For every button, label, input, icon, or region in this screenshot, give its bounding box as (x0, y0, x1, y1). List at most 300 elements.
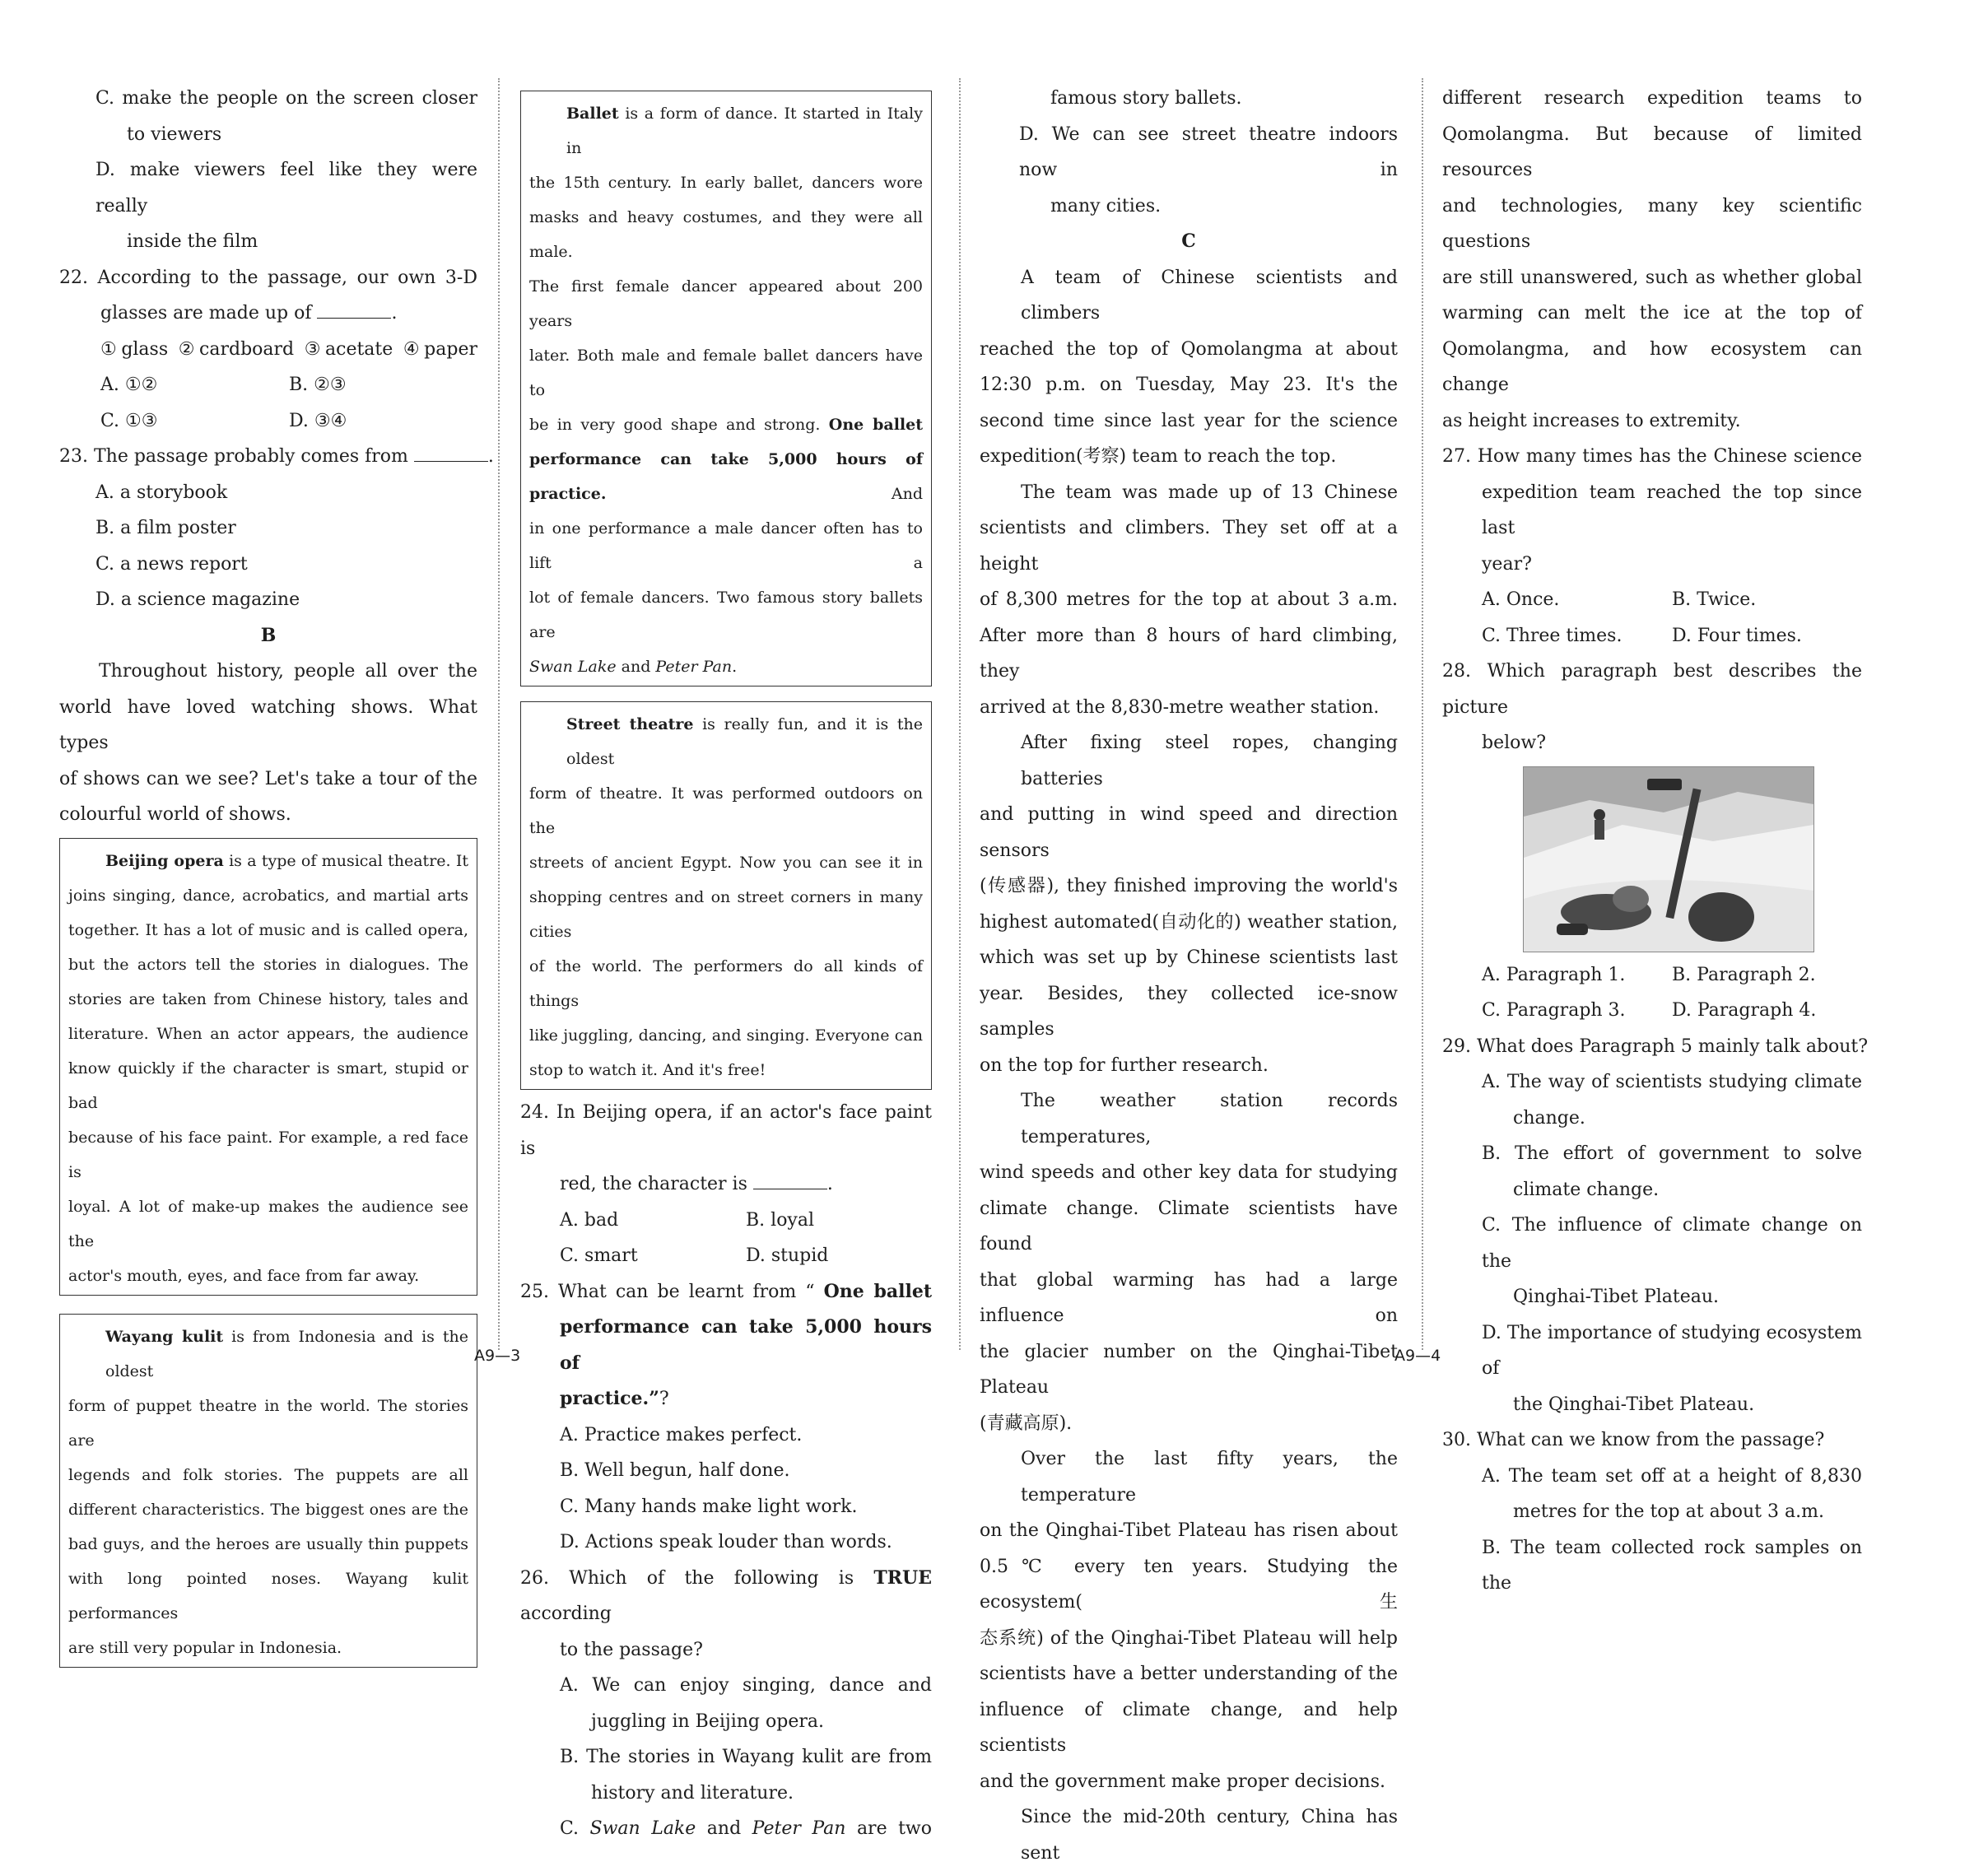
option-right: B. ②③ (289, 375, 347, 395)
text-line (980, 1441, 1398, 1513)
option-left: A. Once. (1482, 589, 1560, 610)
text-line (520, 1238, 932, 1274)
text-run: C. a news report (95, 553, 248, 575)
text-run: streets of ancient Egypt. Now you can see it in (529, 854, 923, 872)
option-left: C. smart (560, 1245, 638, 1266)
text-run: Over the last fifty years, the temperature (1021, 1449, 1398, 1506)
text-line (529, 707, 923, 776)
text-line (980, 725, 1398, 797)
text-run: B. Well begun, half done. (560, 1460, 790, 1481)
text-line (59, 152, 477, 224)
text-line (1442, 618, 1862, 654)
column-3 (980, 81, 1398, 1871)
text-line (980, 1155, 1398, 1191)
text-run: according (520, 1603, 612, 1624)
text-line (68, 1492, 468, 1527)
text-line (68, 1189, 468, 1259)
text-run: colourful world of shows. (59, 804, 291, 825)
text-run: 28. Which paragraph best describes the picture (1442, 661, 1862, 718)
text-line (980, 940, 1398, 976)
text-line: 23. The passage probably comes from . (59, 446, 494, 467)
text-run: form of theatre. It was performed outdoors on the (529, 784, 923, 837)
text-line (980, 1048, 1398, 1084)
text-line (980, 260, 1398, 332)
text-line (1442, 260, 1862, 296)
text-line (1442, 1064, 1862, 1101)
text-run: as height increases to extremity. (1442, 410, 1741, 431)
c2-questions (520, 1095, 932, 1847)
text-run: warming can melt the ice at the top of (1442, 303, 1862, 323)
c1-top (59, 81, 494, 833)
text-run: loyal. A lot of make-up makes the audience see the (68, 1197, 468, 1250)
column-4 (1442, 81, 1869, 1602)
text-run: ? (659, 1389, 669, 1409)
text-run: because of his face paint. For example, a red face is (68, 1128, 468, 1181)
text-line (980, 439, 1398, 475)
text-run: After more than 8 hours of hard climbing, they (980, 625, 1398, 682)
answer-blank (317, 301, 391, 319)
text-run: A. The team set off at a height of 8,830 (1482, 1465, 1862, 1487)
text-run: A. The way of scientists studying climate (1482, 1072, 1862, 1092)
text-line (520, 1274, 932, 1310)
text-run: is a form of dance. It started in Italy in (566, 105, 923, 157)
text-line (68, 1319, 468, 1389)
text-line (1442, 1136, 1862, 1172)
column-2 (520, 81, 932, 1847)
italic-run: Peter Pan (752, 1818, 846, 1839)
text-line (1442, 582, 1862, 618)
text-run: famous story ballets. (1050, 88, 1242, 109)
c4-questions (1442, 957, 1869, 1602)
text-line (59, 547, 477, 583)
bold-run: Wayang kulit (105, 1327, 224, 1346)
text-run: juggling in Beijing opera. (591, 1710, 824, 1732)
text-run: masks and heavy costumes, and they were all male. (529, 208, 923, 261)
option-right: B. Twice. (1672, 589, 1757, 610)
text-run: A. We can enjoy singing, dance and (560, 1675, 932, 1696)
text-line (1442, 654, 1862, 725)
text-line (68, 1527, 468, 1561)
text-run: and putting in wind speed and direction sensors (980, 804, 1398, 861)
text-run: A. Practice makes perfect. (560, 1424, 803, 1445)
text-run: A. a storybook (95, 482, 228, 503)
text-run: climate change. (1513, 1179, 1660, 1200)
text-line (980, 224, 1398, 260)
text-run: influence of climate change, and help scientists (980, 1699, 1398, 1756)
text-line (980, 1799, 1398, 1871)
text-line (1442, 403, 1862, 440)
ballet-box (520, 91, 932, 686)
text-run: later. Both male and female ballet dancers have to (529, 347, 923, 399)
text-run: together. It has a lot of music and is called opera, (68, 920, 468, 939)
text-line (520, 1668, 932, 1704)
italic-run: Peter Pan (655, 658, 733, 676)
text-line (980, 868, 1398, 905)
text-line (1442, 1208, 1862, 1279)
text-line (1442, 547, 1862, 583)
text-line (68, 1458, 468, 1492)
text-line (1442, 1101, 1862, 1137)
text-run: change. (1513, 1107, 1585, 1129)
text-line (529, 511, 923, 580)
text-line (980, 1263, 1398, 1334)
text-run: are two (845, 1818, 932, 1839)
text-run: second time since last year for the science (980, 410, 1398, 431)
text-line (529, 649, 923, 684)
text-run: joins singing, dance, acrobatics, and martial arts (68, 886, 468, 905)
text-line (980, 332, 1398, 368)
text-run: shopping centres and on street corners in many cities (529, 888, 923, 941)
text-line (59, 582, 477, 618)
text-line (59, 654, 477, 690)
text-line (980, 1334, 1398, 1406)
column-divider (1422, 78, 1423, 1350)
text-run: bad guys, and the heroes are usually thin puppets (68, 1534, 468, 1553)
text-run: The first female dancer appeared about 200 years (529, 277, 923, 330)
text-run: (青藏高原). (980, 1413, 1073, 1434)
text-line (980, 905, 1398, 941)
text-run: And (606, 485, 923, 503)
text-run: lot of female dancers. Two famous story ballets are (529, 589, 923, 641)
text-line (520, 1632, 932, 1669)
text-run: are still very popular in Indonesia. (68, 1638, 342, 1657)
text-run: different characteristics. The biggest ones are the (68, 1500, 468, 1519)
text-line (68, 913, 468, 947)
text-line (980, 797, 1398, 868)
text-line (520, 1453, 932, 1489)
text-run: like juggling, dancing, and singing. Everyone can (529, 1026, 923, 1045)
text-run: the Qinghai-Tibet Plateau. (1513, 1394, 1755, 1415)
text-run: red, the character is (560, 1174, 747, 1194)
text-line (1442, 332, 1862, 403)
text-run: of shows can we see? Let's take a tour of the (59, 768, 477, 789)
text-line (68, 878, 468, 913)
text-line (520, 1381, 932, 1417)
text-run: know quickly if the character is smart, stupid or bad (68, 1059, 468, 1112)
text-run: many cities. (1050, 195, 1162, 216)
text-line (980, 403, 1398, 440)
text-run: world have loved watching shows. What types (59, 696, 477, 753)
text-line (529, 200, 923, 269)
text-run: climate change. Climate scientists have found (980, 1198, 1398, 1254)
text-run: actor's mouth, eyes, and face from far away. (68, 1266, 420, 1285)
text-run: is from Indonesia and is the oldest (105, 1327, 468, 1380)
text-run: 22. According to the passage, our own 3-D (59, 267, 477, 288)
text-run: B. The team collected rock samples on the (1482, 1537, 1862, 1594)
text-run: C. Many hands make light work. (560, 1496, 858, 1517)
text-line (68, 844, 468, 878)
option-left: C. Paragraph 3. (1482, 1000, 1626, 1021)
text-run: different research expedition teams to (1442, 88, 1862, 109)
text-run: to viewers (127, 123, 222, 145)
text-line (520, 1704, 932, 1740)
text-line (980, 690, 1398, 726)
text-line (59, 690, 477, 761)
column-divider (498, 78, 500, 1350)
text-line (59, 618, 477, 654)
text-line (68, 947, 468, 982)
text-line (59, 260, 477, 296)
text-run: metres for the top at about 3 a.m. (1513, 1501, 1824, 1522)
text-run: arrived at the 8,830-metre weather station. (980, 696, 1380, 718)
page-number-right: A9—4 (1394, 1347, 1441, 1365)
text-line (1442, 475, 1862, 547)
option-left: C. Three times. (1482, 625, 1623, 646)
text-run: C. The influence of climate change on the (1482, 1215, 1862, 1272)
text-line (68, 1017, 468, 1051)
text-run: the glacier number on the Qinghai-Tibet Plateau (980, 1341, 1398, 1398)
text-run: are still unanswered, such as whether global (1442, 267, 1862, 288)
text-line (520, 1561, 932, 1632)
text-line (529, 269, 923, 338)
text-line (1442, 1315, 1862, 1387)
text-line (68, 1120, 468, 1189)
text-run: stories are taken from Chinese history, tales and (68, 989, 468, 1008)
bold-run: practice.” (560, 1388, 659, 1409)
text-run: and (696, 1818, 752, 1839)
text-run: 29. What does Paragraph 5 mainly talk about? (1442, 1036, 1869, 1057)
text-line (980, 976, 1398, 1048)
text-line (59, 761, 477, 798)
option-left: A. ①② (100, 375, 158, 395)
text-line (59, 797, 477, 833)
text-line (1442, 957, 1862, 994)
answer-blank (414, 444, 488, 462)
text-run: . (732, 658, 738, 676)
bold-run: performance can take 5,000 hours of practice. (529, 450, 923, 503)
text-line (68, 1631, 468, 1665)
text-run: but the actors tell the stories in dialogues. The (68, 955, 468, 974)
option-right: D. Paragraph 4. (1672, 1000, 1817, 1021)
passage-c (980, 81, 1398, 1871)
text-run: on the Qinghai-Tibet Plateau has risen about (980, 1520, 1398, 1541)
text-line (59, 224, 477, 260)
text-line (1442, 1387, 1862, 1423)
text-line (980, 582, 1398, 618)
text-line (520, 1489, 932, 1525)
text-line (520, 1203, 932, 1239)
text-run: stop to watch it. And it's free! (529, 1061, 766, 1079)
text-line (980, 188, 1398, 225)
street-theatre-box (520, 701, 932, 1090)
italic-run: Swan Lake (529, 658, 617, 676)
text-run: ①glass ②cardboard ③acetate ④paper (100, 338, 477, 360)
text-line (980, 475, 1398, 511)
text-line (1442, 117, 1862, 188)
text-line (980, 1692, 1398, 1764)
text-run: 24. In Beijing opera, if an actor's face paint is (520, 1102, 932, 1159)
text-line (529, 338, 923, 407)
text-line (529, 96, 923, 165)
text-run: B (260, 624, 277, 646)
text-line (1442, 993, 1862, 1029)
text-line (529, 949, 923, 1018)
text-line (59, 403, 477, 440)
text-run: Throughout history, people all over the (99, 661, 477, 682)
text-run: 27. How many times has the Chinese science (1442, 446, 1862, 467)
text-run: reached the top of Qomolangma at about (980, 338, 1398, 360)
text-line (529, 1053, 923, 1087)
option-left: A. bad (560, 1209, 619, 1231)
text-run: and technologies, many key scientific questions (1442, 195, 1862, 252)
text-run: is really fun, and it is the oldest (566, 715, 923, 768)
wayang-kulit-box (59, 1314, 477, 1668)
text-run: the 15th century. In early ballet, dancers wore (529, 174, 923, 192)
column-divider (959, 78, 961, 1350)
bold-run: One ballet (823, 1280, 933, 1302)
text-run: highest automated(自动化的) weather station, (980, 911, 1398, 933)
text-line (1442, 188, 1862, 260)
text-line (59, 510, 477, 547)
text-run: of the world. The performers do all kinds of things (529, 957, 923, 1010)
text-run: B. The effort of government to solve (1482, 1143, 1862, 1164)
text-line (1442, 1459, 1862, 1495)
option-right: D. stupid (746, 1245, 829, 1266)
text-line (59, 367, 477, 403)
page-number-left: A9—3 (474, 1347, 521, 1365)
text-run: D. make viewers feel like they were really (95, 160, 477, 216)
text-line (1442, 439, 1862, 475)
text-run: After fixing steel ropes, changing batteries (1021, 733, 1398, 789)
text-run: expedition(考察) team to reach the top. (980, 446, 1337, 467)
text-line (68, 1389, 468, 1458)
text-line (520, 1776, 932, 1812)
text-run: scientists have a better understanding of the (980, 1664, 1398, 1684)
text-run: scientists and climbers. They set off at a height (980, 518, 1398, 575)
bold-run: Street theatre (566, 715, 694, 733)
text-line (1442, 1422, 1862, 1459)
bold-run: Beijing opera (105, 851, 224, 870)
text-line (980, 1764, 1398, 1800)
text-line (520, 1811, 932, 1847)
text-line (529, 880, 923, 949)
text-line (1442, 1530, 1862, 1602)
text-line (529, 845, 923, 880)
text-line (59, 332, 477, 368)
text-run: D. We can see street theatre indoors now in (1019, 123, 1398, 180)
text-line (1442, 1494, 1862, 1530)
option-left: C. ①③ (100, 410, 158, 431)
expedition-photo (1523, 766, 1814, 952)
text-line (520, 1524, 932, 1561)
text-run: in one performance a male dancer often has to lift a (529, 519, 923, 572)
text-line (980, 1083, 1398, 1155)
text-line: red, the character is . (560, 1174, 833, 1194)
text-line (980, 117, 1398, 188)
text-line (980, 1406, 1398, 1442)
text-run: C (1181, 230, 1196, 252)
text-line (529, 165, 923, 200)
option-right: B. Paragraph 2. (1672, 964, 1816, 985)
text-run: 23. The passage probably comes from (59, 446, 408, 467)
text-line (68, 1259, 468, 1293)
text-run: Qomolangma, and how ecosystem can change (1442, 338, 1862, 395)
text-run: D. a science magazine (95, 589, 300, 610)
text-run: year? (1482, 553, 1532, 575)
option-right: D. Four times. (1672, 625, 1802, 646)
text-line (1442, 81, 1862, 117)
text-run: glasses are made up of (100, 303, 312, 323)
text-line (1442, 725, 1862, 761)
c4-top (1442, 81, 1862, 761)
text-line (68, 982, 468, 1017)
text-run: be in very good shape and strong. (529, 416, 821, 434)
text-line (529, 407, 923, 442)
text-line (980, 1549, 1398, 1621)
text-line (1442, 1172, 1862, 1208)
text-run: to the passage? (560, 1639, 703, 1660)
text-run: 0.5℃ every ten years. Studying the ecosystem(生 (980, 1556, 1398, 1613)
text-line (520, 1095, 932, 1166)
text-run: (传感器), they finished improving the world's (980, 876, 1398, 896)
text-run: expedition team reached the top since last (1482, 482, 1862, 538)
text-run: 12:30 p.m. on Tuesday, May 23. It's the (980, 375, 1398, 395)
text-run: is a type of musical theatre. It (223, 851, 468, 870)
text-line (980, 510, 1398, 582)
text-run: 态系统) of the Qinghai-Tibet Plateau will help (980, 1627, 1398, 1649)
text-line (59, 117, 477, 153)
text-run: literature. When an actor appears, the audience (68, 1024, 468, 1043)
option-right: D. ③④ (289, 410, 347, 431)
text-run: 25. What can be learnt from “ (520, 1281, 815, 1302)
bold-run: performance can take 5,000 hours of (560, 1316, 932, 1374)
text-run: A team of Chinese scientists and climbers (1021, 267, 1398, 323)
bold-run: Ballet (566, 105, 619, 123)
text-run: B. a film poster (95, 518, 236, 538)
bold-run: One ballet (828, 416, 924, 434)
italic-run: Swan Lake (589, 1818, 696, 1839)
text-run: D. The importance of studying ecosystem of (1482, 1322, 1862, 1379)
text-line (529, 776, 923, 845)
text-line (529, 1018, 923, 1053)
text-line (1442, 1029, 1869, 1065)
text-run: Qinghai-Tibet Plateau. (1513, 1287, 1720, 1307)
text-run: Qomolangma. But because of limited resources (1442, 123, 1862, 180)
text-run: and (616, 658, 656, 676)
text-line (980, 1656, 1398, 1692)
text-line (68, 1051, 468, 1120)
text-line (59, 475, 477, 511)
text-run: which was set up by Chinese scientists last (980, 947, 1398, 968)
text-line (980, 618, 1398, 690)
text-run: and the government make proper decisions. (980, 1771, 1385, 1792)
text-line (980, 1513, 1398, 1549)
option-left: A. Paragraph 1. (1482, 964, 1626, 985)
text-run: on the top for further research. (980, 1054, 1269, 1076)
text-run: C. (560, 1818, 590, 1839)
text-run: that global warming has had a large influence on (980, 1269, 1398, 1326)
text-run: legends and folk stories. The puppets are all (68, 1465, 468, 1484)
text-run: with long pointed noses. Wayang kulit performances (68, 1569, 468, 1622)
beijing-opera-box (59, 838, 477, 1296)
text-line (520, 1310, 932, 1381)
text-run: history and literature. (591, 1782, 794, 1804)
text-line (980, 1621, 1398, 1657)
column-1 (59, 81, 494, 1673)
text-line (980, 81, 1398, 117)
text-run: below? (1482, 733, 1547, 753)
text-run: inside the film (127, 231, 258, 252)
text-run: B. The stories in Wayang kulit are from (560, 1747, 932, 1767)
text-run: D. Actions speak louder than words. (560, 1532, 892, 1552)
text-run: wind speeds and other key data for studying (980, 1162, 1398, 1183)
text-run: The weather station records temperatures, (1021, 1091, 1398, 1147)
text-run: The team was made up of 13 Chinese (1021, 482, 1398, 503)
text-line (68, 1561, 468, 1631)
answer-blank (753, 1172, 827, 1189)
text-run: C. make the people on the screen closer (95, 88, 477, 109)
text-run: year. Besides, they collected ice-snow samples (980, 983, 1398, 1040)
